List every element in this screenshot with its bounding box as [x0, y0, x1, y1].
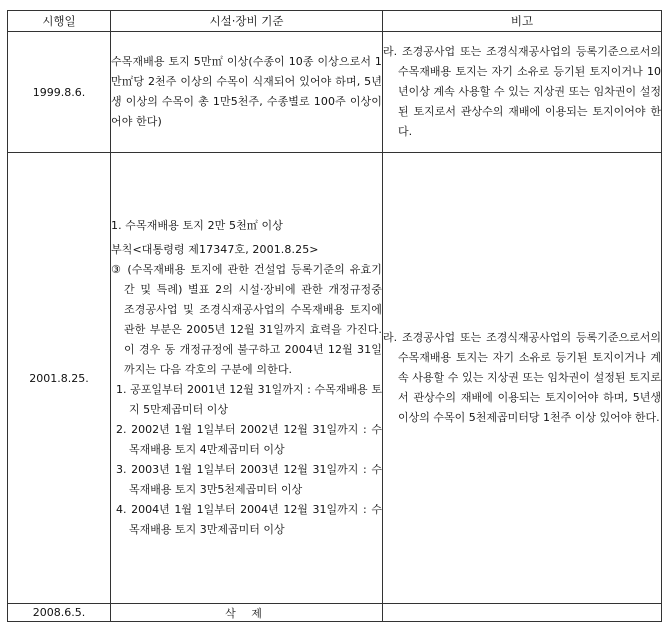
table-row	[8, 604, 662, 622]
row-note-cell	[383, 32, 662, 153]
row-standard-cell	[111, 32, 383, 153]
row-note-cell	[383, 604, 662, 622]
header-note: 비고	[383, 11, 662, 32]
row-date: 2008.6.5.	[8, 604, 111, 622]
standard-item-1: 1. 공포일부터 2001년 12월 31일까지 : 수목재배용 토지 5만제곱미터 이상	[116, 383, 382, 416]
table-row	[8, 153, 662, 604]
header-date: 시행일	[8, 11, 111, 32]
row-standard-text: 수목재배용 토지 5만㎡ 이상(수종이 10종 이상으로서 1만㎡당 2천주 이상의 수목이 식재되어 있어야 하며, 5년생 이상의 수목이 총 1만5천주, 수종별로 100주 이상이어야 한다)	[111, 55, 382, 128]
table-row	[8, 32, 662, 153]
deleted-label: 삭 제	[225, 606, 268, 620]
regulation-table	[7, 10, 662, 622]
row-date: 1999.8.6.	[8, 32, 111, 153]
standard-line-3: ③ (수목재배용 토지에 관한 건설업 등록기준의 유효기간 및 특례) 별표 2의 시설·장비에 관한 개정규정중 조경공사업 및 조경식재공사업의 수목재배용 토지에 관한 부분은 2005년 12월 31일까지 효력을 가진다. 이 경우 동 개정규정에 불구하고 2004년 12월 31일까지는 다음 각호의 구분에 의한다.	[111, 263, 382, 376]
table-header-row	[8, 11, 662, 32]
row-standard-cell	[111, 604, 383, 622]
row-date: 2001.8.25.	[8, 153, 111, 604]
standard-item-3: 3. 2003년 1월 1일부터 2003년 12월 31일까지 : 수목재배용 토지 3만5천제곱미터 이상	[116, 463, 382, 496]
standard-line-2: 부칙<대통령령 제17347호, 2001.8.25>	[111, 243, 319, 256]
standard-line-1: 1. 수목재배용 토지 2만 5천㎡ 이상	[111, 219, 283, 232]
standard-item-2: 2. 2002년 1월 1일부터 2002년 12월 31일까지 : 수목재배용 토지 4만제곱미터 이상	[116, 423, 382, 456]
row-standard-cell	[111, 153, 383, 604]
standard-item-4: 4. 2004년 1월 1일부터 2004년 12월 31일까지 : 수목재배용 토지 3만제곱미터 이상	[116, 503, 382, 536]
row-note-cell	[383, 153, 662, 604]
header-standard: 시설·장비 기준	[111, 11, 383, 32]
row-note-text: 라. 조경공사업 또는 조경식재공사업의 등록기준으로서의 수목재배용 토지는 자기 소유로 등기된 토지이거나 계속 사용할 수 있는 지상권 또는 임차권이 설정된 토지로서 관상수의 재배에 이용되는 토지이어야 하며, 5년생 이상의 수목이 5천제곱미터당 1천주 이상 있어야 한다.	[383, 331, 661, 424]
row-note-text: 라. 조경공사업 또는 조경식재공사업의 등록기준으로서의 수목재배용 토지는 자기 소유로 등기된 토지이거나 10년이상 계속 사용할 수 있는 지상권 또는 임차권이 설정된 토지로서 관상수의 재배에 이용되는 토지이어야 한다.	[383, 45, 661, 138]
